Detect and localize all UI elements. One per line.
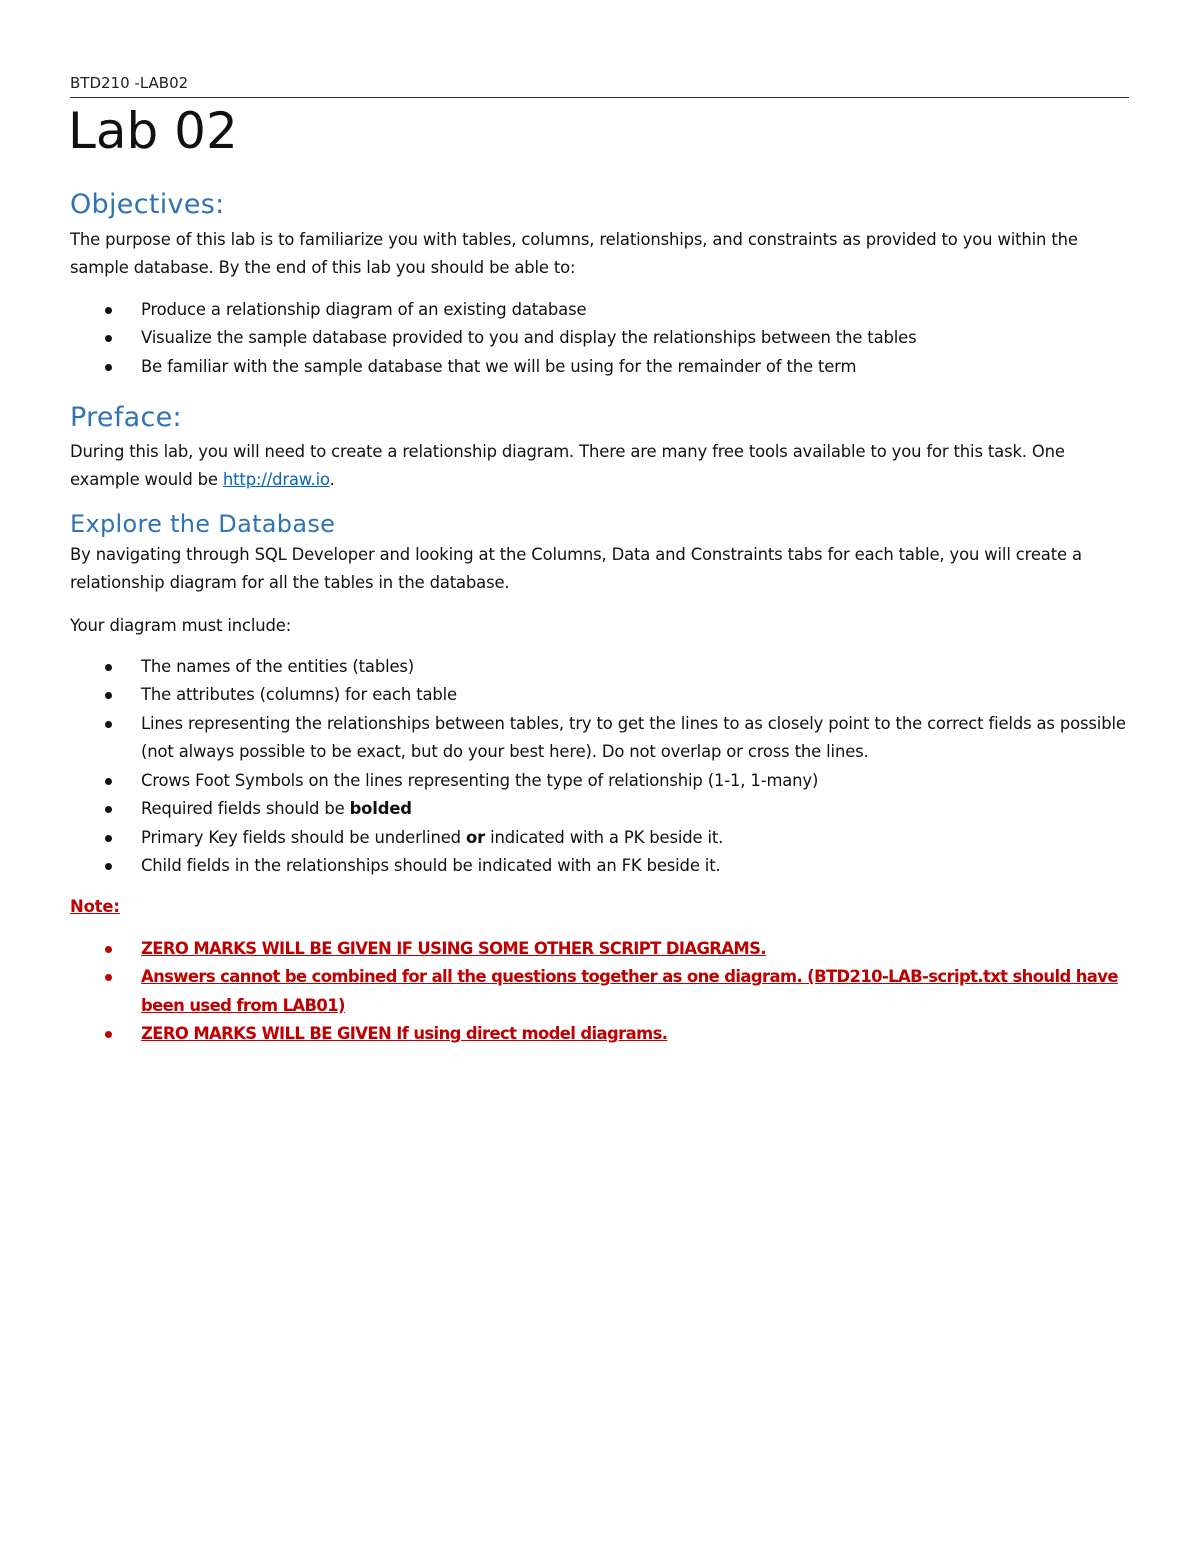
- objectives-heading: Objectives:: [70, 189, 225, 220]
- objectives-list: [70, 296, 1132, 381]
- objectives-item: Produce a relationship diagram of an existing database: [70, 296, 1132, 324]
- bolded-word: bolded: [349, 799, 412, 819]
- requirements-list: [70, 653, 1132, 880]
- preface-paragraph: [70, 438, 1132, 495]
- draw-io-link[interactable]: http://draw.io: [222, 470, 330, 490]
- must-include-text: Your diagram must include:: [70, 615, 292, 635]
- note-item: ZERO MARKS WILL BE GIVEN IF USING SOME OTHER SCRIPT DIAGRAMS.: [70, 935, 1132, 963]
- note-item: Answers cannot be combined for all the questions together as one diagram. (BTD210-LAB-script.txt should have been used from LAB01): [70, 963, 1132, 1020]
- explore-paragraph: By navigating through SQL Developer and looking at the Columns, Data and Constraints tabs for each table, you will create a relationship diagram for all the tables in the database.: [70, 544, 1082, 593]
- page-header: BTD210 -LAB02: [70, 74, 189, 92]
- note-label: Note:: [70, 897, 120, 917]
- requirement-text: Required fields should be: [141, 799, 350, 819]
- requirement-item: The names of the entities (tables): [70, 653, 1132, 681]
- requirement-item: The attributes (columns) for each table: [70, 681, 1132, 709]
- objectives-item: Be familiar with the sample database that we will be using for the remainder of the term: [70, 353, 1132, 381]
- explore-heading: Explore the Database: [70, 509, 336, 538]
- requirement-item: [70, 795, 1132, 823]
- requirement-item: [70, 824, 1132, 852]
- objectives-item: Visualize the sample database provided to you and display the relationships between the tables: [70, 324, 1132, 352]
- bold-or-word: or: [466, 827, 486, 847]
- note-item: ZERO MARKS WILL BE GIVEN If using direct model diagrams.: [70, 1020, 1132, 1048]
- page-title: Lab 02: [68, 102, 238, 160]
- requirement-text: Primary Key fields should be underlined: [141, 827, 466, 847]
- requirement-item: Child fields in the relationships should be indicated with an FK beside it.: [70, 852, 1132, 880]
- requirement-item: Crows Foot Symbols on the lines representing the type of relationship (1-1, 1-many): [70, 767, 1132, 795]
- requirement-text-end: indicated with a PK beside it.: [485, 827, 724, 847]
- preface-heading: Preface:: [70, 402, 182, 434]
- preface-period: .: [329, 470, 335, 490]
- preface-text: During this lab, you will need to create a relationship diagram. There are many free tools available to you for this task. One example would be: [70, 442, 1065, 490]
- document-body: [70, 180, 1132, 1048]
- note-list: [70, 935, 1132, 1049]
- objectives-intro: The purpose of this lab is to familiarize you with tables, columns, relationships, and constraints as provided to you within the sample database. By the end of this lab you should be able to:: [70, 230, 1078, 278]
- requirement-item: Lines representing the relationships between tables, try to get the lines to as closely point to the correct fields as possible (not always possible to be exact, but do your best here). Do not overlap or cross the lines.: [70, 710, 1132, 767]
